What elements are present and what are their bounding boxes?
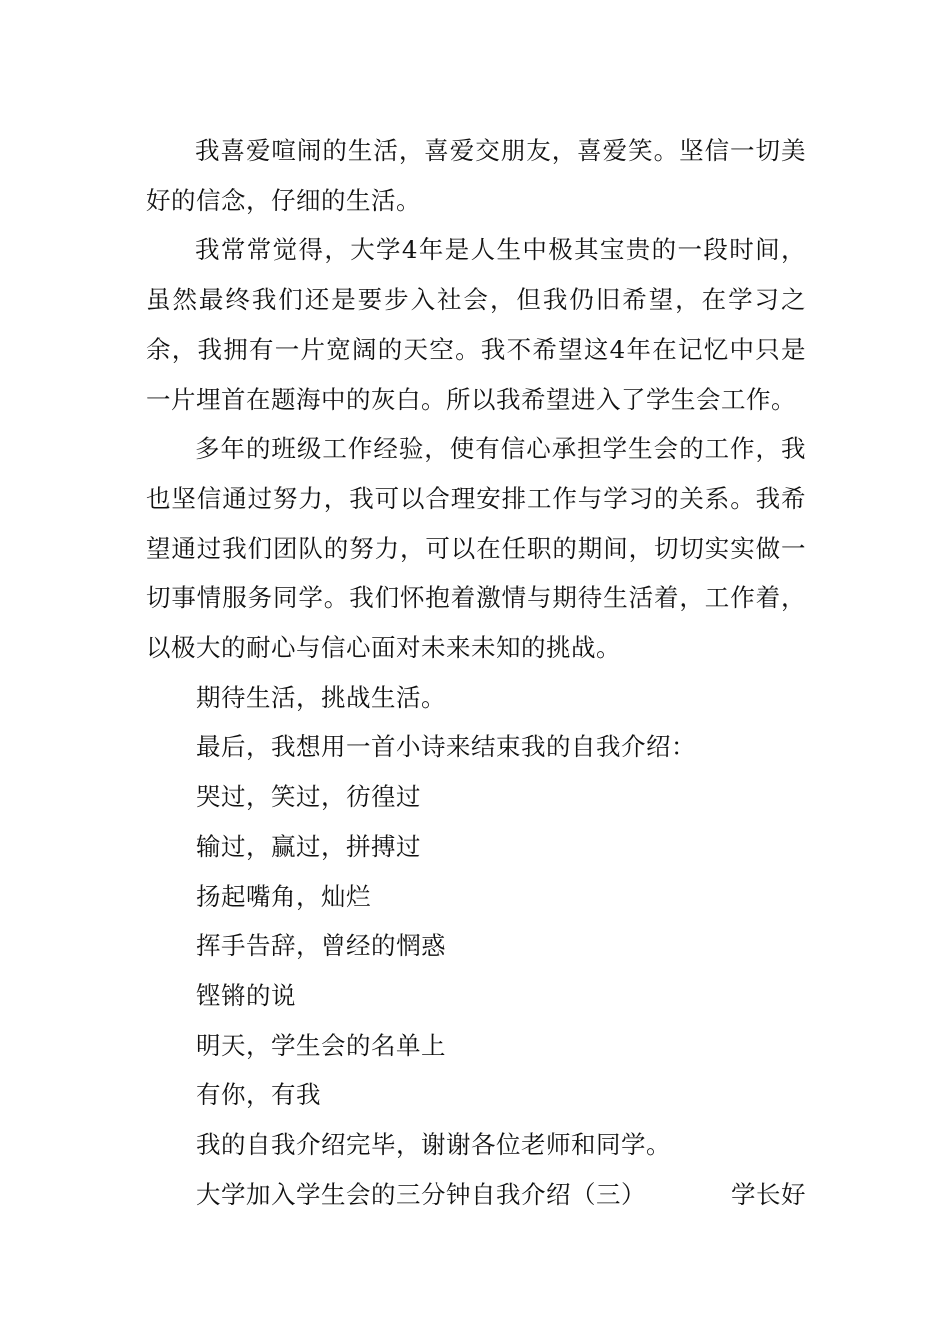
poem-line: 哭过，笑过，彷徨过: [196, 782, 421, 812]
document-body: [146, 126, 806, 1219]
paragraph-intro: 我喜爱喧闹的生活，喜爱交朋友，喜爱笑。坚信一切美好的信念，仔细的生活。: [146, 136, 806, 215]
paragraph-experience: 多年的班级工作经验，使有信心承担学生会的工作，我也坚信通过努力，我可以合理安排工作与学习的关系。我希望通过我们团队的努力，可以在任职的期间，切切实实做一切事情服务同学。我们怀抱着激情与期待生活着，工作着，以极大的耐心与信心面对未来未知的挑战。: [146, 434, 806, 663]
trailing-greeting: 学长好: [731, 1179, 806, 1209]
poem-line: 有你，有我: [196, 1080, 321, 1110]
poem-line: 明天，学生会的名单上: [196, 1030, 446, 1060]
section-heading: 大学加入学生会的三分钟自我介绍（三）: [196, 1179, 646, 1209]
section-heading-row: [146, 1170, 806, 1220]
poem-line: 挥手告辞，曾经的惘惑: [196, 931, 446, 961]
text-line: 最后，我想用一首小诗来结束我的自我介绍：: [196, 732, 696, 762]
paragraph-university: 我常常觉得，大学4年是人生中极其宝贵的一段时间，虽然最终我们还是要步入社会，但我仍旧希望，在学习之余，我拥有一片宽阔的天空。我不希望这4年在记忆中只是一片埋首在题海中的灰白。所以我希望进入了学生会工作。: [146, 235, 806, 414]
text-line: 期待生活，挑战生活。: [196, 682, 446, 712]
closing-line: 我的自我介绍完毕，谢谢各位老师和同学。: [196, 1130, 671, 1160]
poem-line: 铿锵的说: [196, 980, 296, 1010]
poem-line: 扬起嘴角，灿烂: [196, 881, 371, 911]
poem-line: 输过，赢过，拼搏过: [196, 831, 421, 861]
